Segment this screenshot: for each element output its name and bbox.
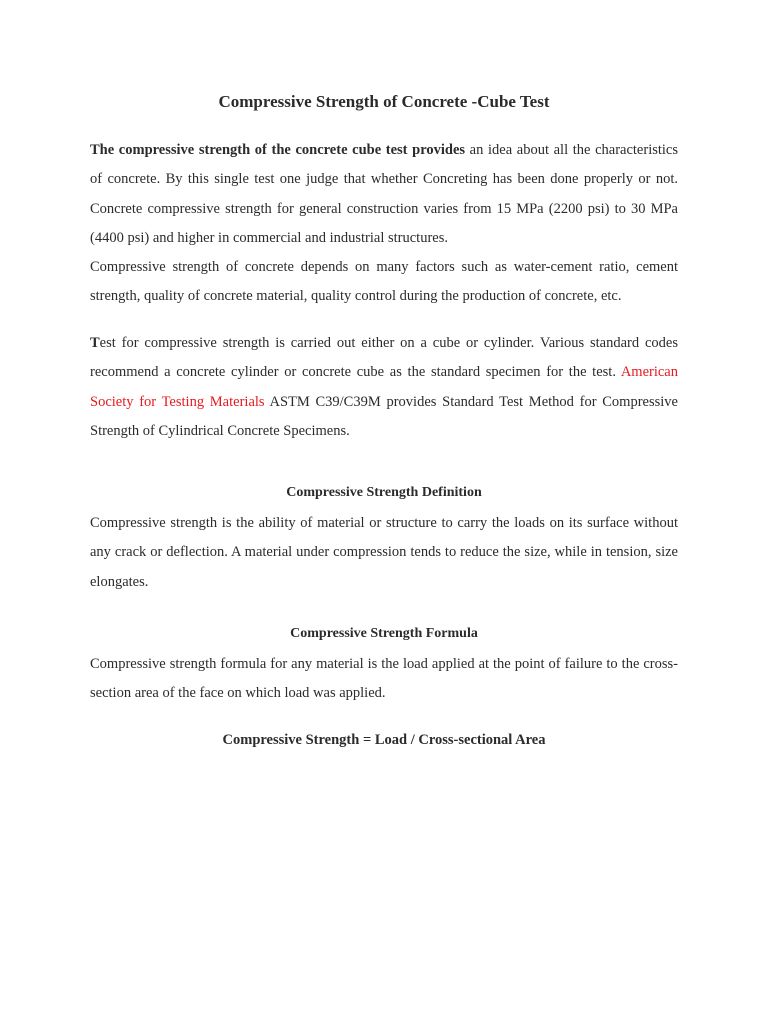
factors-paragraph: Compressive strength of concrete depends on many factors such as water-cement ratio, cement strength, quality of concrete material, quality control during the production of concrete, etc. (90, 259, 678, 305)
formula-paragraph: Compressive strength formula for any material is the load applied at the point of failure to the cross-section area of the face on which load was applied. (90, 656, 678, 702)
test-before-link: est for compressive strength is carried out either on a cube or cylinder. Various standard codes recommend a concrete cylinder or concrete cube as the standard specimen for the test. (90, 335, 678, 381)
test-paragraph (90, 329, 678, 446)
formula-heading: Compressive Strength Formula (290, 626, 478, 641)
astm-link[interactable]: American Society for Testing Materials (90, 364, 678, 410)
formula-equation: Compressive Strength = Load / Cross-sectional Area (222, 732, 546, 748)
definition-paragraph: Compressive strength is the ability of material or structure to carry the loads on its surface without any crack or deflection. A material under compression tends to reduce the size, while in tension, size elongates. (90, 515, 678, 590)
document-title: Compressive Strength of Concrete -Cube Test (218, 92, 550, 111)
test-after-link: ASTM C39/C39M provides Standard Test Method for Compressive Strength of Cylindrical Concrete Specimens. (90, 393, 678, 439)
intro-lead-bold: The compressive strength of the concrete cube test provides (90, 142, 466, 158)
definition-heading: Compressive Strength Definition (286, 485, 482, 500)
intro-paragraph (90, 136, 678, 253)
test-first-letter: T (90, 335, 100, 351)
intro-rest: an idea about all the characteristics of concrete. By this single test one judge that whether Concreting has been done properly or not. Concrete compressive strength for general construction varies from 15 MPa (2200 psi) to 30 MPa (4400 psi) and higher in commercial and industrial structures. (90, 142, 678, 246)
